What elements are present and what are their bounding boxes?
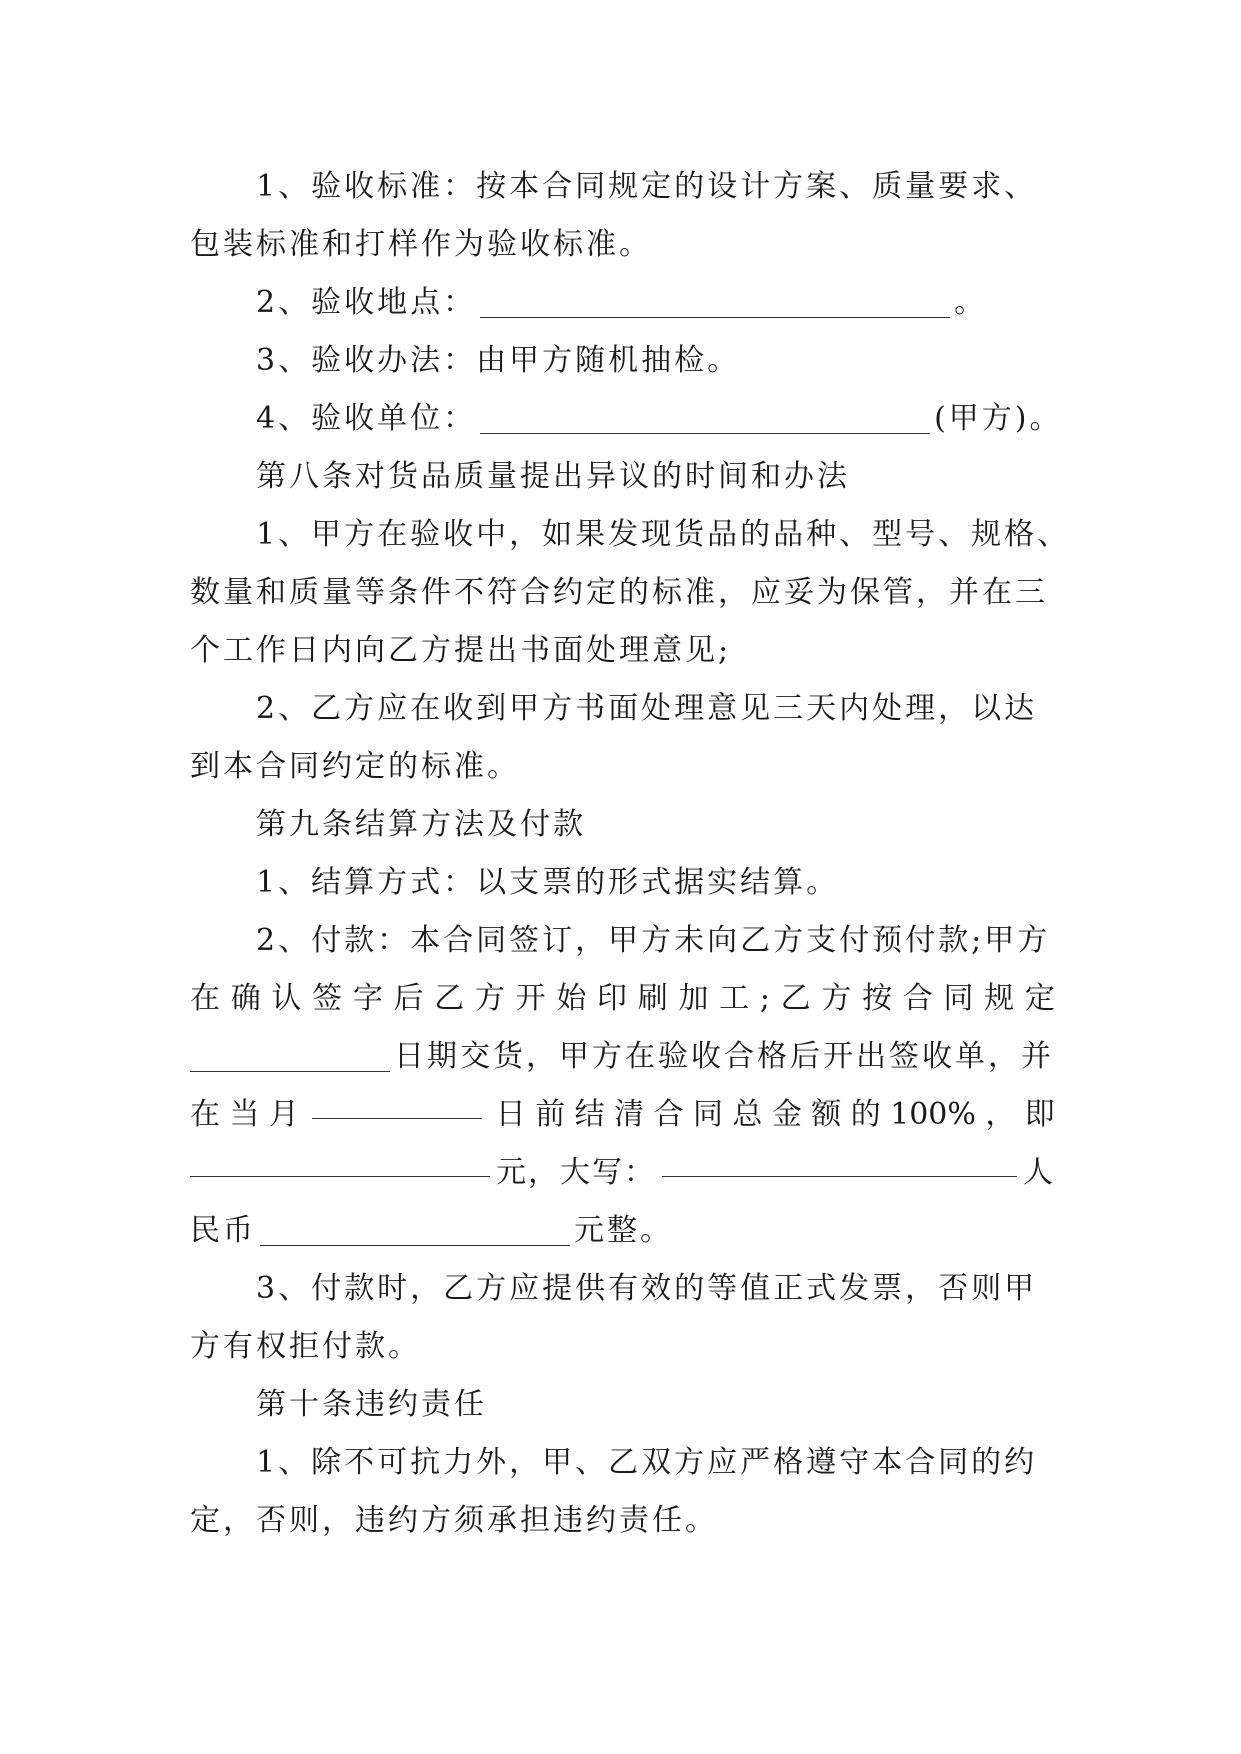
l15-21: 定 xyxy=(1024,981,1055,1016)
l15-0: 在 xyxy=(190,981,220,1016)
l17a-0: 在 xyxy=(190,1097,220,1132)
l17a-2: 月 xyxy=(268,1097,299,1132)
acceptance-location-label: 2、验收地点： xyxy=(256,285,477,320)
clause-9-item-2-cont-5 xyxy=(190,1202,1055,1260)
l15-13: 工 xyxy=(719,981,750,1016)
amount-blank[interactable] xyxy=(190,1144,490,1177)
rmb-label: 民币 xyxy=(190,1213,256,1248)
clause-7-item-2 xyxy=(190,274,1055,332)
l15-12: 加 xyxy=(678,981,709,1016)
l15-9: 始 xyxy=(556,981,587,1016)
l15-17: 按 xyxy=(862,981,893,1016)
clause-9-item-3: 3、付款时，乙方应提供有效的等值正式发票，否则甲 xyxy=(256,1271,1038,1306)
clause-7-item-4 xyxy=(190,390,1063,448)
clause-7-item-1: 1、验收标准：按本合同规定的设计方案、质量要求、 xyxy=(256,169,1038,204)
l15-3: 签 xyxy=(312,981,343,1016)
l15-4: 字 xyxy=(352,981,383,1016)
l17b-5: 同 xyxy=(692,1097,723,1132)
l17b-7: 金 xyxy=(771,1097,802,1132)
l17b-12: 即 xyxy=(1024,1097,1055,1132)
clause-7-item-1-cont: 包装标准和打样作为验收标准。 xyxy=(190,227,652,262)
clause-8-item-1: 1、甲方在验收中，如果发现货品的品种、型号、规格、 xyxy=(256,517,1071,552)
l15-6: 乙 xyxy=(434,981,465,1016)
l17b-4: 合 xyxy=(653,1097,684,1132)
l15-16: 方 xyxy=(821,981,852,1016)
clause-9-item-2: 2、付款：本合同签订，甲方未向乙方支付预付款;甲方 xyxy=(256,923,1051,958)
l17b-0: 日 xyxy=(495,1097,526,1132)
l17b-9: 的 xyxy=(850,1097,881,1132)
rmb-suffix: 元整。 xyxy=(574,1213,673,1248)
l15-1: 确 xyxy=(230,981,261,1016)
article-10-heading: 第十条违约责任 xyxy=(256,1387,487,1422)
l17b-11: ， xyxy=(985,1097,1016,1132)
acceptance-location-blank[interactable] xyxy=(480,285,950,318)
l15-8: 开 xyxy=(515,981,546,1016)
clause-9-item-2-cont-1 xyxy=(190,970,1055,1028)
amount-label: 元，大写： xyxy=(496,1155,656,1190)
clause-9-item-1: 1、结算方式：以支票的形式据实结算。 xyxy=(256,865,840,900)
clause-7-item-3: 3、验收办法：由甲方随机抽检。 xyxy=(256,343,741,378)
delivery-text: 日期交货，甲方在验收合格后开出签收单，并 xyxy=(394,1039,1054,1074)
clause-8-item-1-cont-1: 数量和质量等条件不符合约定的标准，应妥为保管，并在三 xyxy=(190,575,1048,610)
l17b-8: 额 xyxy=(811,1097,842,1132)
l17b-10: 100% xyxy=(890,1097,976,1132)
clause-9-item-2-cont-3 xyxy=(190,1086,1055,1144)
l15-10: 印 xyxy=(597,981,628,1016)
document-page xyxy=(190,158,1071,1550)
clause-8-item-2-cont: 到本合同约定的标准。 xyxy=(190,749,520,784)
rmb-prefix: 人 xyxy=(1023,1155,1055,1190)
l17b-3: 清 xyxy=(614,1097,645,1132)
l15-11: 刷 xyxy=(637,981,668,1016)
l15-15: 乙 xyxy=(780,981,811,1016)
l15-7: 方 xyxy=(474,981,505,1016)
clause-9-item-2-cont-2 xyxy=(190,1028,1055,1086)
clause-9-item-3-cont: 方有权拒付款。 xyxy=(190,1329,421,1364)
settlement-day-blank[interactable] xyxy=(312,1086,482,1119)
clause-10-item-1-cont: 定，否则，违约方须承担违约责任。 xyxy=(190,1503,718,1538)
acceptance-unit-label: 4、验收单位： xyxy=(256,401,477,436)
article-9-heading: 第九条结算方法及付款 xyxy=(256,807,586,842)
l15-2: 认 xyxy=(271,981,302,1016)
acceptance-unit-suffix: (甲方)。 xyxy=(934,401,1063,436)
l15-14: ; xyxy=(759,981,770,1016)
delivery-date-blank[interactable] xyxy=(190,1039,390,1072)
clause-8-item-1-cont-2: 个工作日内向乙方提出书面处理意见; xyxy=(190,633,732,668)
article-8-heading: 第八条对货品质量提出异议的时间和办法 xyxy=(256,459,850,494)
amount-uppercase-blank[interactable] xyxy=(662,1144,1017,1177)
l17b-6: 总 xyxy=(732,1097,763,1132)
l17b-2: 结 xyxy=(574,1097,605,1132)
l15-20: 规 xyxy=(984,981,1015,1016)
l17b-1: 前 xyxy=(535,1097,566,1132)
clause-10-item-1: 1、除不可抗力外，甲、乙双方应严格遵守本合同的约 xyxy=(256,1445,1038,1480)
l15-5: 后 xyxy=(393,981,424,1016)
l15-19: 同 xyxy=(943,981,974,1016)
clause-8-item-2: 2、乙方应在收到甲方书面处理意见三天内处理，以达 xyxy=(256,691,1038,726)
clause-9-item-2-cont-4 xyxy=(190,1144,1055,1202)
l15-18: 合 xyxy=(902,981,933,1016)
acceptance-unit-blank[interactable] xyxy=(480,401,930,434)
punct-period: 。 xyxy=(954,285,988,320)
l17a-1: 当 xyxy=(229,1097,260,1132)
rmb-amount-blank[interactable] xyxy=(260,1213,570,1246)
